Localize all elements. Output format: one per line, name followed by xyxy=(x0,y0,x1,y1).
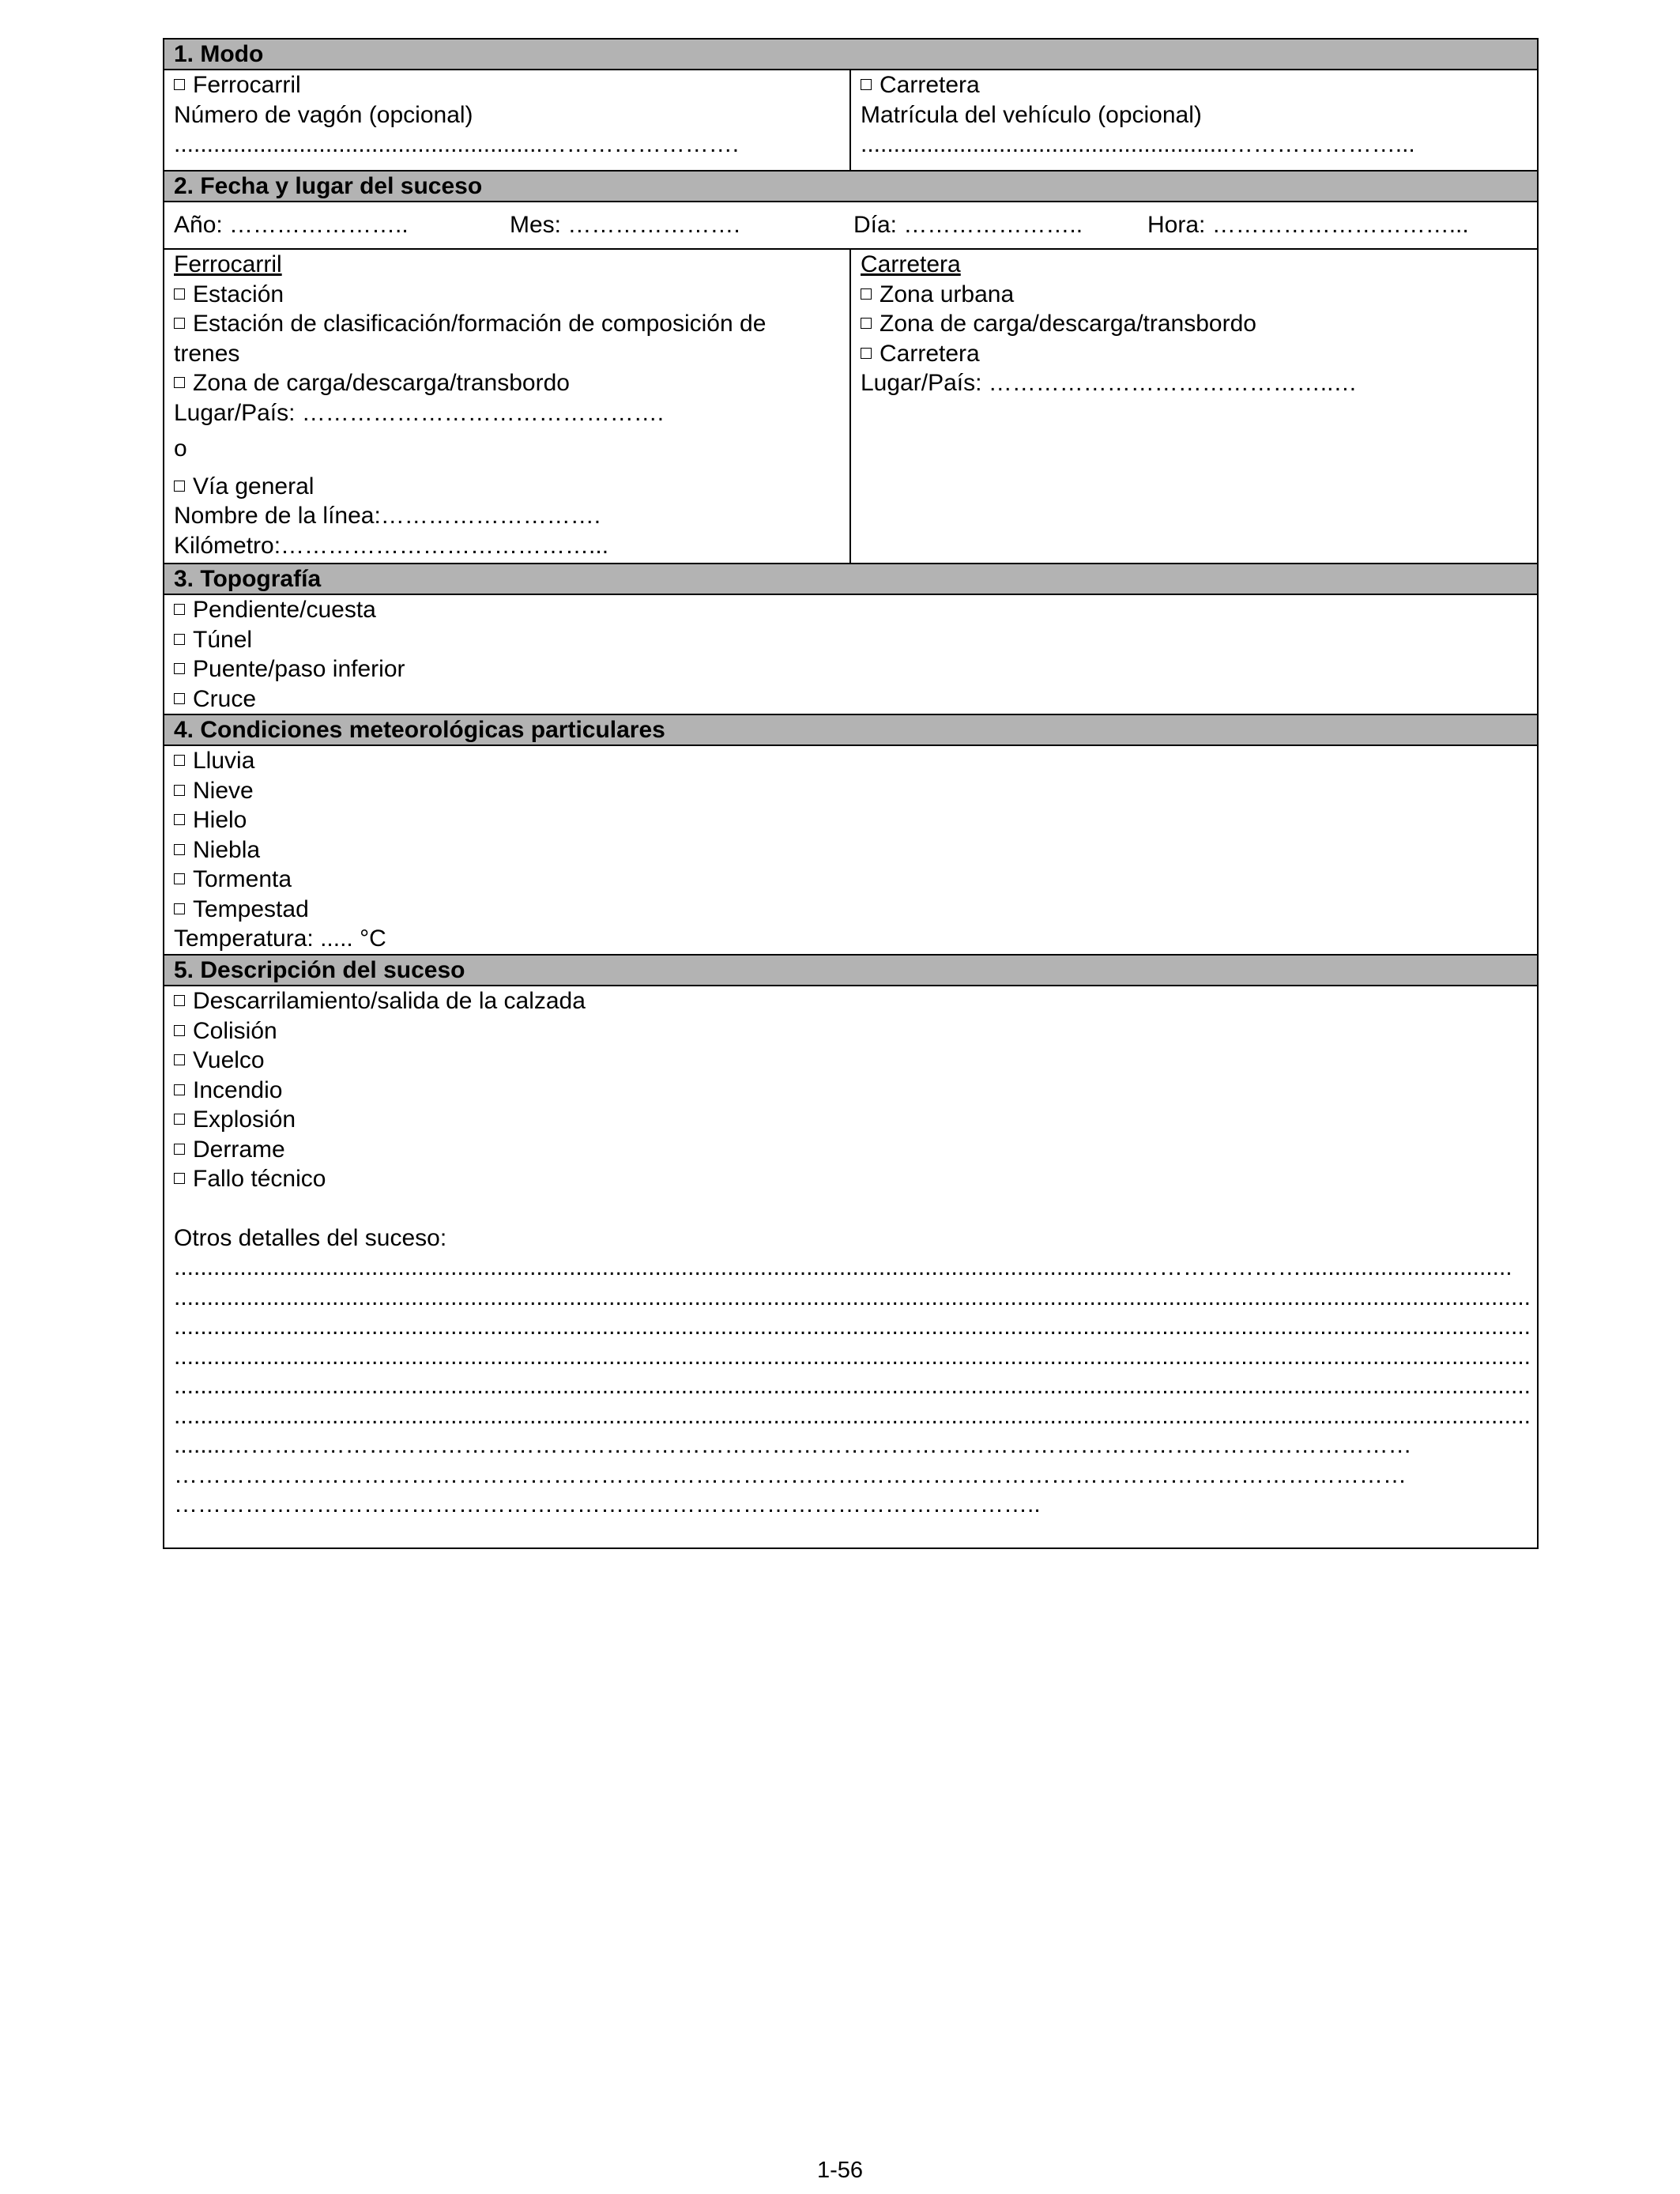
technical-failure-checkbox[interactable]: Fallo técnico xyxy=(174,1164,1537,1194)
rail-place-title: Ferrocarril xyxy=(174,251,282,277)
main-track-checkbox[interactable]: Vía general xyxy=(174,472,849,502)
checkbox-icon xyxy=(174,481,185,492)
explosion-checkbox[interactable]: Explosión xyxy=(174,1105,1537,1135)
checkbox-icon xyxy=(174,693,185,704)
section-4-header: 4. Condiciones meteorológicas particulares xyxy=(164,714,1538,745)
vehicle-plate-label: Matrícula del vehículo (opcional) xyxy=(861,101,1202,128)
checkbox-icon xyxy=(174,814,185,825)
bridge-checkbox[interactable]: Puente/paso inferior xyxy=(174,654,1537,684)
month-field[interactable]: Mes: …………………. xyxy=(510,212,740,238)
section-3-header: 3. Topografía xyxy=(164,564,1538,594)
place-road-cell xyxy=(850,249,1538,564)
weather-cell xyxy=(164,745,1538,955)
checkbox-icon xyxy=(174,663,185,674)
checkbox-icon xyxy=(174,1114,185,1125)
tunnel-checkbox[interactable]: Túnel xyxy=(174,625,1537,655)
page-number: 1-56 xyxy=(816,2158,864,2183)
collision-checkbox[interactable]: Colisión xyxy=(174,1016,1537,1046)
mode-rail-cell xyxy=(164,70,850,171)
checkbox-icon xyxy=(861,288,872,300)
checkbox-icon xyxy=(174,79,185,90)
other-details-line[interactable]: .............................................................................................................................................................................................................. xyxy=(174,1373,1531,1399)
slope-checkbox[interactable]: Pendiente/cuesta xyxy=(174,595,1537,625)
other-details-label: Otros detalles del suceso: xyxy=(174,1224,447,1251)
temperature-field[interactable]: Temperatura: ..... °C xyxy=(174,925,386,952)
other-details-line[interactable]: ……………………………………………………………………………………………….. xyxy=(174,1491,1041,1517)
fire-checkbox[interactable]: Incendio xyxy=(174,1076,1537,1106)
line-name-field[interactable]: Nombre de la línea:………………………. xyxy=(174,503,601,529)
checkbox-icon xyxy=(174,318,185,329)
other-details-line[interactable]: ..................................................................................................................................................…………………................................ xyxy=(174,1254,1512,1280)
checkbox-icon xyxy=(174,604,185,615)
road-mode-checkbox[interactable]: Carretera xyxy=(861,70,1537,100)
day-field[interactable]: Día: ………………….. xyxy=(853,212,1083,238)
checkbox-icon xyxy=(861,318,872,329)
checkbox-icon xyxy=(174,1084,185,1095)
other-details-line[interactable]: ........…………………………………………………………………………………………………………………………………… xyxy=(174,1432,1412,1458)
other-details-line[interactable]: .............................................................................................................................................................................................................. xyxy=(174,1284,1531,1310)
section-1-header: 1. Modo xyxy=(164,39,1538,70)
road-checkbox[interactable]: Carretera xyxy=(861,339,1537,369)
tempest-checkbox[interactable]: Tempestad xyxy=(174,895,1537,925)
other-details-line[interactable]: ………………………………………………………………………………………………………………………………………… xyxy=(174,1461,1407,1488)
mode-road-cell xyxy=(850,70,1538,171)
section-5-header: 5. Descripción del suceso xyxy=(164,955,1538,986)
checkbox-icon xyxy=(174,1054,185,1065)
storm-checkbox[interactable]: Tormenta xyxy=(174,865,1537,895)
derailment-checkbox[interactable]: Descarrilamiento/salida de la calzada xyxy=(174,986,1537,1016)
spill-checkbox[interactable]: Derrame xyxy=(174,1135,1537,1165)
ice-checkbox[interactable]: Hielo xyxy=(174,805,1537,835)
date-row xyxy=(164,202,1538,249)
wagon-number-label: Número de vagón (opcional) xyxy=(174,101,473,128)
hour-field[interactable]: Hora: …………………………... xyxy=(1147,212,1469,238)
road-place-field[interactable]: Lugar/País: ……………………………………..… xyxy=(861,370,1358,396)
checkbox-icon xyxy=(174,873,185,884)
place-rail-cell xyxy=(164,249,850,564)
classification-yard-checkbox[interactable]: Estación de clasificación/formación de composición de trenes xyxy=(174,311,767,367)
checkbox-icon xyxy=(174,755,185,766)
road-loading-zone-checkbox[interactable]: Zona de carga/descarga/transbordo xyxy=(861,309,1537,339)
rail-loading-zone-checkbox[interactable]: Zona de carga/descarga/transbordo xyxy=(174,368,849,398)
year-field[interactable]: Año: ………………….. xyxy=(174,212,409,238)
checkbox-icon xyxy=(174,377,185,388)
urban-zone-checkbox[interactable]: Zona urbana xyxy=(861,280,1537,310)
topography-cell xyxy=(164,594,1538,714)
incident-form xyxy=(163,38,1539,1549)
other-details-line[interactable]: .............................................................................................................................................................................................................. xyxy=(174,1314,1531,1340)
rain-checkbox[interactable]: Lluvia xyxy=(174,746,1537,776)
checkbox-icon xyxy=(861,348,872,359)
checkbox-icon xyxy=(174,995,185,1006)
checkbox-icon xyxy=(174,1173,185,1184)
overturn-checkbox[interactable]: Vuelco xyxy=(174,1046,1537,1076)
checkbox-icon xyxy=(174,288,185,300)
other-details-line[interactable]: .............................................................................................................................................................................................................. xyxy=(174,1343,1531,1370)
checkbox-icon xyxy=(174,903,185,914)
vehicle-plate-field[interactable]: ........................................................…………………... xyxy=(861,131,1415,157)
crossing-checkbox[interactable]: Cruce xyxy=(174,684,1537,714)
road-place-title: Carretera xyxy=(861,251,961,277)
kilometer-field[interactable]: Kilómetro:…………………………………... xyxy=(174,532,609,559)
checkbox-icon xyxy=(174,785,185,796)
description-cell xyxy=(164,986,1538,1548)
station-checkbox[interactable]: Estación xyxy=(174,280,849,310)
checkbox-icon xyxy=(174,1144,185,1155)
fog-checkbox[interactable]: Niebla xyxy=(174,835,1537,865)
other-details-line[interactable]: .............................................................................................................................................................................................................. xyxy=(174,1402,1531,1429)
wagon-number-field[interactable]: ........................................................……………………. xyxy=(174,131,740,157)
snow-checkbox[interactable]: Nieve xyxy=(174,776,1537,806)
checkbox-icon xyxy=(861,79,872,90)
rail-mode-checkbox[interactable]: Ferrocarril xyxy=(174,70,849,100)
rail-place-field[interactable]: Lugar/País: ………………………………………. xyxy=(174,399,665,426)
or-text: o xyxy=(174,435,187,462)
checkbox-icon xyxy=(174,634,185,645)
section-2-header: 2. Fecha y lugar del suceso xyxy=(164,171,1538,202)
checkbox-icon xyxy=(174,844,185,855)
checkbox-icon xyxy=(174,1025,185,1036)
